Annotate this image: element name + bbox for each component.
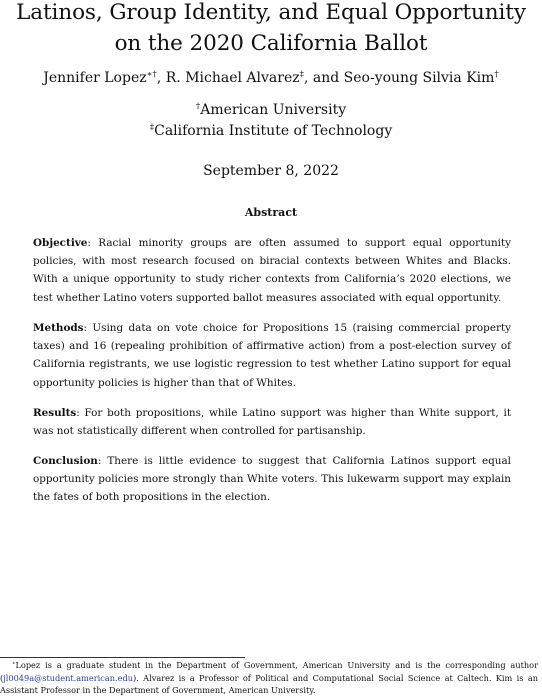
abstract-results	[33, 404, 511, 440]
abstract-heading: Abstract	[244, 206, 298, 219]
title-line-2: on the 2020 California Ballot	[114, 31, 428, 56]
paragraph-text: : Using data on vote choice for Propositions 15 (raising commercial property taxes) and 16 (repealing prohibition of affirmative action) from a post-election survey of California registrants, we use logistic regression to test whether Latino support for equal opportunity policies is higher than that of Whites.	[33, 322, 511, 389]
footnote-text-after: ). Alvarez is a Professor of Political and Computational Social Science at Caltech. Kim is an Assistant Professor in the Department of Government, American University.	[0, 672, 538, 695]
author-marks: †	[494, 69, 499, 80]
footnote	[0, 659, 538, 697]
author-name: Jennifer Lopez	[43, 70, 147, 86]
email-link[interactable]: jl0049a@student.american.edu	[3, 672, 134, 683]
author-separator: , and	[303, 70, 344, 86]
abstract-objective	[33, 234, 511, 307]
footnote-rule	[0, 657, 245, 658]
title-line-1: Latinos, Group Identity, and Equal Opportunity	[16, 0, 526, 25]
abstract-methods	[33, 319, 511, 392]
paper-date: September 8, 2022	[203, 163, 339, 179]
author-marks: ‡	[299, 69, 304, 80]
paragraph-text: : There is little evidence to suggest that California Latinos support equal opportunity policies more strongly than White voters. This lukewarm support may explain the fates of both propositions in the election.	[33, 455, 511, 504]
abstract-conclusion	[33, 452, 511, 507]
affiliation-name: American University	[200, 102, 347, 118]
author-list	[0, 68, 542, 88]
author-name: Seo-young Silvia Kim	[343, 70, 495, 86]
author-separator: ,	[156, 70, 166, 86]
affiliation	[0, 100, 542, 120]
paragraph-text: : Racial minority groups are often assumed to support equal opportunity policies, with most research focused on biracial contexts between Whites and Blacks. With a unique opportunity to study richer contexts from California’s 2020 elections, we test whether Latino voters supported ballot measures associated with equal opportunity.	[33, 237, 511, 304]
footnote-text-before: Lopez is a graduate student in the Department of Government, American University and is the corresponding author (	[0, 660, 538, 683]
affiliation	[0, 121, 542, 141]
paragraph-label: Objective	[33, 237, 88, 249]
affiliation-mark: †	[195, 101, 201, 112]
paragraph-label: Methods	[33, 322, 84, 334]
paragraph-label: Results	[33, 407, 77, 419]
affiliation-mark: ‡	[149, 122, 155, 133]
author-marks: ∗†	[146, 69, 157, 80]
affiliation-name: California Institute of Technology	[154, 123, 393, 139]
paragraph-text: : For both propositions, while Latino support was higher than White support, it was not statistically different when controlled for partisanship.	[33, 407, 511, 438]
paper-title	[0, 0, 542, 59]
paragraph-label: Conclusion	[33, 455, 98, 467]
footnote-mark: ∗	[12, 660, 16, 667]
author-name: R. Michael Alvarez	[165, 70, 300, 86]
